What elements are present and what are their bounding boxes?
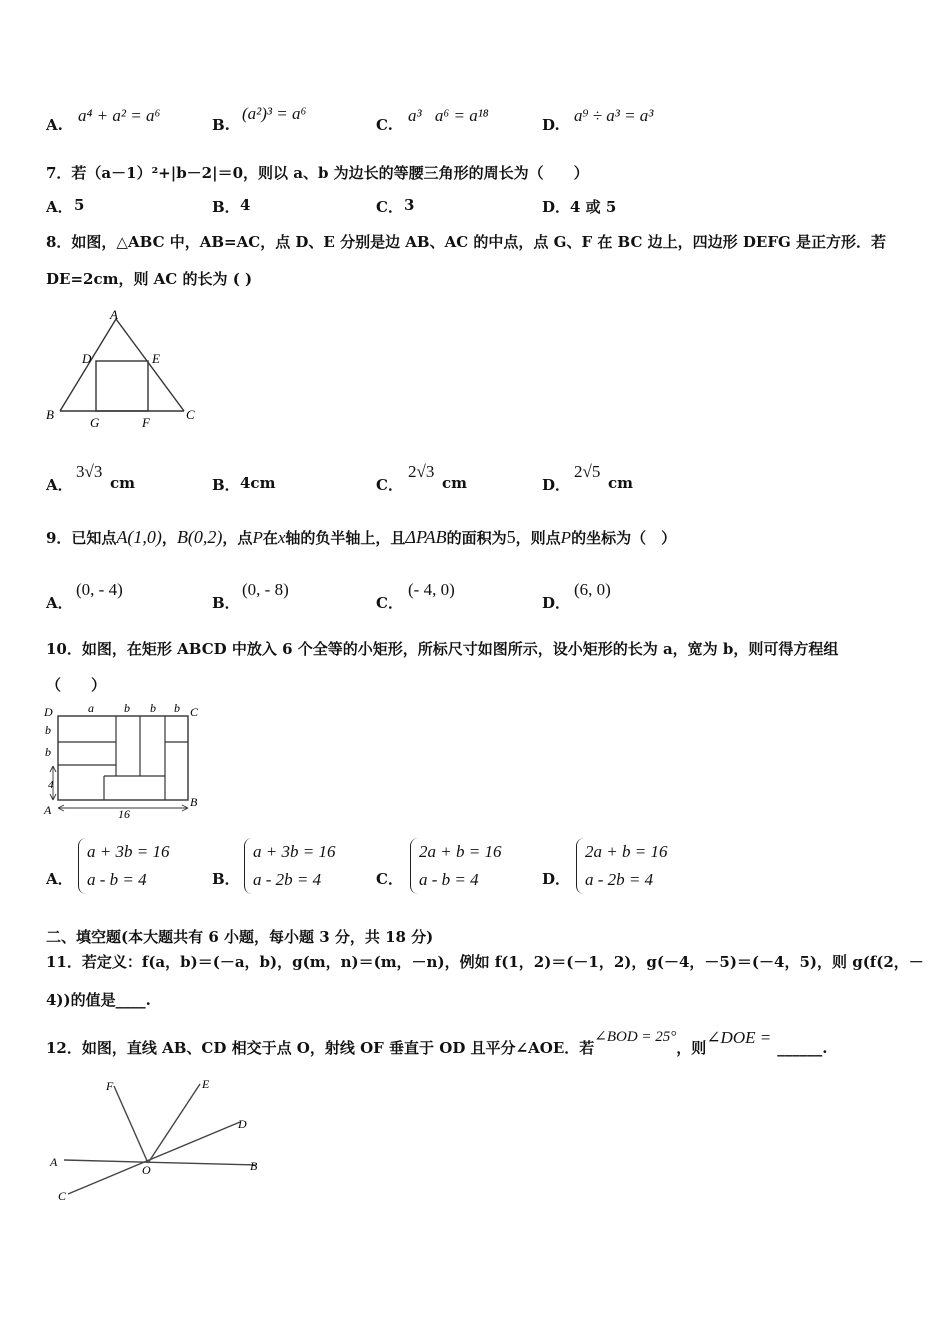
q9-suffix: 的坐标为（ ）: [571, 529, 677, 547]
q7-option-d-text: 4 或 5: [570, 198, 617, 216]
q8-label-g: G: [90, 415, 100, 430]
q12-lines-figure: [40, 1070, 270, 1210]
q8-option-c-unit: cm: [442, 474, 468, 492]
q12-label-a: A: [50, 1155, 58, 1169]
q12-prefix: 12．如图，直线 AB、CD 相交于点 O，射线 OF 垂直于 OD 且平分∠AOE．若: [46, 1039, 595, 1057]
q10-label-c: C: [190, 705, 199, 719]
q6-option-b-expr: (a²)³ = a⁶: [242, 104, 307, 123]
q8-option-c-value: 2√3: [408, 462, 435, 481]
q8-option-d-value: 2√5: [574, 462, 601, 481]
q8-label-d: D: [82, 351, 92, 366]
q12-label-e: E: [202, 1077, 210, 1091]
q7-option-a-text: 5: [74, 196, 85, 214]
q8-option-b-letter: B．: [212, 476, 240, 494]
q10-option-a-eq2: a - b = 4: [87, 870, 147, 889]
q9-mid2: 在: [262, 529, 278, 547]
q10-option-a-system: [78, 838, 169, 894]
q8-option-d-letter: D．: [542, 476, 571, 494]
q6-option-c-letter: C.: [376, 116, 393, 134]
q10-label-b: B: [190, 795, 198, 809]
q8-option-c-letter: C．: [376, 476, 403, 494]
q8-label-e: E: [152, 351, 160, 366]
q10-option-c-eq1: 2a + b = 16: [419, 842, 502, 861]
q8-option-a-unit: cm: [110, 474, 136, 492]
q7-option-b-text: 4: [240, 196, 251, 214]
q10-option-a-eq1: a + 3b = 16: [87, 842, 170, 861]
q9-prefix: 9．已知点: [46, 529, 117, 547]
q10-option-b-eq1: a + 3b = 16: [253, 842, 336, 861]
q9-x: x: [277, 528, 286, 547]
q8-option-d-unit: cm: [608, 474, 634, 492]
q9-mid1: ，点: [222, 529, 253, 547]
q10-stem-line1: 10．如图，在矩形 ABCD 中放入 6 个全等的小矩形，所标尺寸如图所示，设小矩形的长为 a，宽为 b，则可得方程组: [46, 640, 839, 658]
section-title: 二、填空题(本大题共有 6 小题，每小题 3 分，共 18 分): [46, 928, 434, 946]
q10-option-a-letter: A．: [46, 870, 73, 888]
q10-label-b-top2: b: [150, 701, 156, 715]
q9-option-b-letter: B．: [212, 594, 240, 612]
q10-label-b-top1: b: [124, 701, 130, 715]
q7-option-d-letter: D．: [542, 198, 571, 216]
q9-option-c-letter: C．: [376, 594, 403, 612]
q9-sep: ，: [161, 529, 177, 547]
q6-option-a-expr: a⁴ + a² = a⁶: [78, 106, 161, 125]
q8-stem-line2: DE=2cm，则 AC 的长为 ( ): [46, 270, 253, 288]
q10-option-b-system: [244, 838, 335, 894]
q7-option-c-letter: C．: [376, 198, 403, 216]
q9-p2: P: [560, 528, 572, 547]
q10-rectangle-figure: [40, 700, 210, 822]
q12-label-b: B: [250, 1159, 258, 1173]
q11-line2: 4))的值是____.: [46, 991, 151, 1009]
q9-option-d-letter: D．: [542, 594, 571, 612]
q9-mid3: 轴的负半轴上，且: [285, 529, 406, 547]
q7-stem: 7．若（a－1）²+|b－2|＝0，则以 a、b 为边长的等腰三角形的周长为（ ）: [46, 164, 589, 182]
q6-option-d-expr: a⁹ ÷ a³ = a³: [574, 106, 654, 125]
q8-label-a: A: [110, 307, 118, 322]
q10-label-b-top3: b: [174, 701, 180, 715]
q9-mid4: 的面积为: [446, 529, 507, 547]
q8-label-f: F: [142, 415, 150, 430]
q10-label-b-left1: b: [45, 723, 51, 737]
q12-blank[interactable]: ______: [777, 1039, 823, 1057]
q7-option-c-text: 3: [404, 196, 415, 214]
q10-label-a-top: a: [88, 701, 94, 715]
q10-option-d-system: [576, 838, 667, 894]
q8-triangle-figure: [40, 305, 210, 435]
q9-option-d-value: (6, 0): [574, 580, 611, 599]
q8-option-b-value: 4cm: [240, 474, 276, 492]
q9-stem: [46, 522, 676, 553]
q9-option-b-value: (0, - 8): [242, 580, 289, 599]
q8-label-c: C: [186, 407, 195, 422]
q6-option-a-letter: A.: [46, 116, 63, 134]
q12-end: .: [822, 1039, 828, 1057]
q8-label-b: B: [46, 407, 54, 422]
q10-option-b-letter: B．: [212, 870, 240, 888]
q10-label-four: 4: [48, 779, 54, 791]
q8-option-a-value: 3√3: [76, 462, 103, 481]
q10-option-c-eq2: a - b = 4: [419, 870, 479, 889]
q7-option-a-letter: A．: [46, 198, 73, 216]
q10-option-d-letter: D．: [542, 870, 571, 888]
q9-p: P: [252, 528, 263, 547]
q7-option-b-letter: B．: [212, 198, 240, 216]
q10-label-sixteen: 16: [118, 807, 130, 821]
q12-label-c: C: [58, 1189, 67, 1203]
q9-triangle: ΔPAB: [405, 527, 447, 547]
q10-stem-line2: （ ）: [46, 676, 107, 694]
q12-given: ∠BOD = 25°: [594, 1029, 677, 1045]
q6-option-b-letter: B.: [212, 116, 230, 134]
q10-option-d-eq1: 2a + b = 16: [585, 842, 668, 861]
q9-option-a-letter: A．: [46, 594, 73, 612]
q10-label-d: D: [44, 705, 53, 719]
q10-label-b-left2: b: [45, 745, 51, 759]
q11-line1: 11．若定义：f(a，b)＝(－a，b)，g(m，n)＝(m，－n)，例如 f(1，2)＝(－1，2)，g(－4，－5)＝(－4，5)，则 g(f(2，－: [46, 953, 924, 971]
q9-option-c-value: (- 4, 0): [408, 580, 455, 599]
q9-mid5: ，则点: [515, 529, 561, 547]
q12-stem: [46, 1028, 828, 1063]
q9-point-a: A(1,0): [116, 527, 162, 547]
q12-label-f: F: [106, 1079, 114, 1093]
q8-option-a-letter: A．: [46, 476, 73, 494]
q9-option-a-value: (0, - 4): [76, 580, 123, 599]
q10-label-a: A: [44, 803, 52, 817]
q6-option-c-expr: a³⃞a⁶ = a¹⁸: [408, 106, 489, 125]
q6-option-d-letter: D.: [542, 116, 560, 134]
q10-option-c-system: [410, 838, 501, 894]
q10-option-c-letter: C．: [376, 870, 403, 888]
q9-area: 5: [506, 527, 516, 547]
q12-mid: ，则: [676, 1039, 707, 1057]
q12-label-o: O: [142, 1163, 151, 1177]
q10-option-d-eq2: a - 2b = 4: [585, 870, 654, 889]
q10-option-b-eq2: a - 2b = 4: [253, 870, 322, 889]
q9-point-b: B(0,2): [176, 527, 223, 547]
q12-ask: ∠DOE =: [706, 1028, 772, 1047]
q12-label-d: D: [238, 1117, 247, 1131]
q8-stem-line1: 8．如图，△ABC 中，AB=AC，点 D、E 分别是边 AB、AC 的中点，点 G、F 在 BC 边上，四边形 DEFG 是正方形．若: [46, 233, 887, 251]
